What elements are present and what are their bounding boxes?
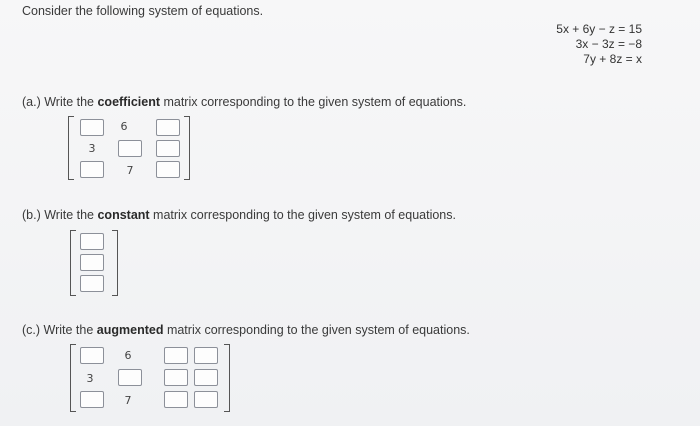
- right-bracket: [224, 344, 230, 412]
- coef-entry-r3c2: 7: [126, 164, 134, 177]
- equation-system: [520, 22, 642, 67]
- part-a-question: (a.) Write the coefficient matrix corresponding to the given system of equations.: [22, 95, 467, 109]
- aug-entry-r2c3[interactable]: [164, 369, 188, 386]
- coef-entry-r3c3[interactable]: [156, 161, 180, 178]
- aug-entry-r1c3[interactable]: [164, 347, 188, 364]
- aug-entry-r3c1[interactable]: [80, 391, 104, 408]
- aug-entry-r1c2: 6: [124, 349, 132, 362]
- const-entry-r1[interactable]: [80, 233, 104, 250]
- aug-entry-r2c1: 3: [86, 372, 94, 385]
- left-bracket: [68, 116, 74, 180]
- equation-3: 7y + 8z = x: [583, 52, 642, 66]
- equation-1: 5x + 6y − z = 15: [556, 22, 642, 36]
- coef-entry-r3c1[interactable]: [80, 161, 104, 178]
- aug-entry-r1c1[interactable]: [80, 347, 104, 364]
- const-entry-r3[interactable]: [80, 275, 104, 292]
- coefficient-matrix: [68, 116, 190, 180]
- coef-entry-r2c2[interactable]: [118, 140, 142, 157]
- const-entry-r2[interactable]: [80, 254, 104, 271]
- left-bracket: [70, 344, 76, 412]
- coef-entry-r1c2: 6: [120, 120, 128, 133]
- constant-matrix: [70, 230, 118, 296]
- aug-entry-r3c4[interactable]: [194, 391, 218, 408]
- aug-entry-r2c2[interactable]: [118, 369, 142, 386]
- aug-entry-r3c3[interactable]: [164, 391, 188, 408]
- equation-2: 3x − 3z = −8: [575, 37, 642, 51]
- right-bracket: [112, 230, 118, 296]
- left-bracket: [70, 230, 76, 296]
- coef-entry-r2c3[interactable]: [156, 140, 180, 157]
- aug-entry-r1c4[interactable]: [194, 347, 218, 364]
- part-c-question: (c.) Write the augmented matrix corresponding to the given system of equations.: [22, 323, 470, 337]
- problem-intro: Consider the following system of equations.: [22, 4, 264, 18]
- right-bracket: [184, 116, 190, 180]
- coef-entry-r1c3[interactable]: [156, 119, 180, 136]
- augmented-matrix: [70, 344, 230, 412]
- aug-entry-r3c2: 7: [124, 394, 132, 407]
- aug-entry-r2c4[interactable]: [194, 369, 218, 386]
- coef-entry-r1c1[interactable]: [80, 119, 104, 136]
- part-b-question: (b.) Write the constant matrix corresponding to the given system of equations.: [22, 208, 456, 222]
- coef-entry-r2c1: 3: [88, 142, 96, 155]
